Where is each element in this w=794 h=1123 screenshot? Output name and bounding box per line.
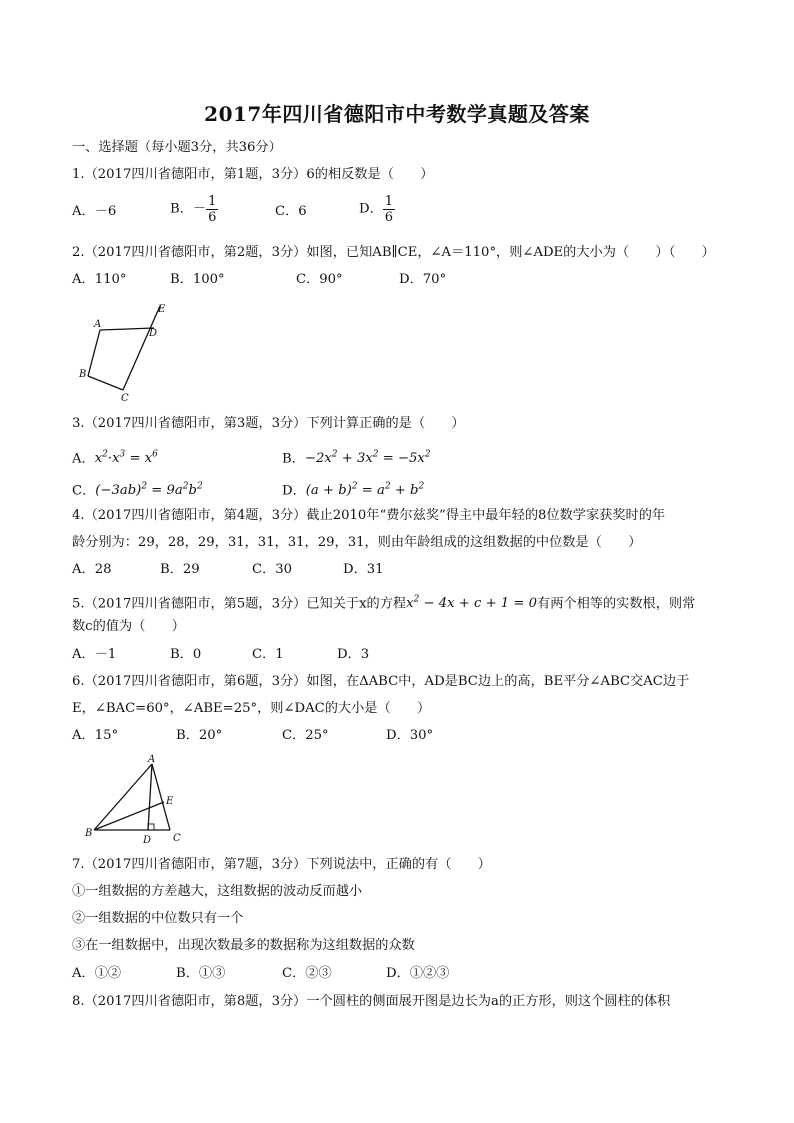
q2-label-e: E [158,304,166,315]
q5-option-a: A．－1 [72,647,117,662]
question-6-line-2: E，∠BAC=60°，∠ABE=25°，则∠DAC的大小是（ ） [72,701,431,716]
q3-option-a [72,446,158,468]
q7-option-b: B．①③ [176,966,226,981]
q5-line-1-pre: 5.（2017四川省德阳市，第5题，3分）已知关于x的方程 [72,596,407,612]
q3-option-b-prefix: B． [282,451,305,467]
page-title: 2017年四川省德阳市中考数学真题及答案 [204,102,590,126]
q3-option-d [282,478,424,500]
question-7-stem: 7.（2017四川省德阳市，第7题，3分）下列说法中，正确的有（ ） [72,857,491,872]
q7-statement-1: ①一组数据的方差越大，这组数据的波动反而越小 [72,884,363,899]
q1-option-d-prefix: D． [359,201,383,217]
question-1-stem: 1.（2017四川省德阳市，第1题，3分）6的相反数是（ ） [72,167,434,182]
question-5-line-1 [72,591,695,613]
q6-label-e: E [166,796,174,807]
q1-option-b-fraction [206,194,218,225]
q5-option-c: C．1 [252,647,284,662]
q1-option-d [359,194,395,225]
q6-option-b: B．20° [176,728,223,743]
q5-line-1-post: 有两个相等的实数根，则常 [537,596,696,612]
q6-option-d: D．30° [386,728,434,743]
q3-option-c-prefix: C． [72,483,96,499]
q3-option-d-formula: $(a + b)^2 = a^2 + b^2$ [305,482,425,499]
q3-option-a-prefix: A． [72,451,95,467]
q1-b-numerator: 1 [208,194,217,209]
q7-option-d: D．①②③ [386,966,450,981]
q7-statement-2: ②一组数据的中位数只有一个 [72,911,244,926]
q7-option-c: C．②③ [282,966,332,981]
question-5-line-2: 数c的值为（ ） [72,619,185,634]
q2-label-d: D [149,328,158,339]
q6-option-c: C．25° [282,728,329,743]
q6-label-d: D [143,835,152,846]
question-2-stem: 2.（2017四川省德阳市，第2题，3分）如图，已知AB∥CE，∠A＝110°，则∠ADE的大小为（ ）（ ） [72,245,715,260]
q1-b-denominator: 6 [208,210,217,225]
q5-option-b: B．0 [170,647,202,662]
question-8-stem: 8.（2017四川省德阳市，第8题，3分）一个圆柱的侧面展开图是边长为a的正方形，则这个圆柱的体积 [72,994,671,1009]
q3-option-d-prefix: D． [282,483,306,499]
section-heading: 一、选择题（每小题3分，共36分） [72,140,282,155]
q2-option-a: A．110° [72,272,127,287]
q7-option-a: A．①② [72,966,122,981]
q6-label-a: A [148,754,156,765]
q2-label-b: B [79,369,87,380]
q5-option-d: D．3 [337,647,370,662]
q2-label-a: A [94,319,102,330]
q4-option-d: D．31 [343,562,384,577]
q6-label-c: C [173,833,181,844]
q5-equation: $x^2 - 4x + c + 1 = 0$ [406,595,538,612]
q1-option-d-fraction [383,194,395,225]
q2-option-c: C．90° [296,272,343,287]
q4-option-c: C．30 [252,562,293,577]
q1-option-b [170,194,218,225]
q3-option-b [282,446,431,468]
q2-figure-quadrilateral [72,296,182,408]
q4-option-a: A．28 [72,562,112,577]
q3-option-c [72,478,203,500]
q3-option-c-formula: $(-3ab)^2 = 9a^2b^2$ [95,482,203,499]
q6-figure-triangle [82,752,192,848]
q7-statement-3: ③在一组数据中，出现次数最多的数据称为这组数据的众数 [72,938,415,953]
q3-option-b-formula: $-2x^2 + 3x^2 = -5x^2$ [304,450,431,467]
question-3-stem: 3.（2017四川省德阳市，第3题，3分）下列计算正确的是（ ） [72,416,465,431]
q1-d-denominator: 6 [384,210,394,225]
q2-option-d: D．70° [399,272,447,287]
question-4-line-1: 4.（2017四川省德阳市，第4题，3分）截止2010年“费尔兹奖”得主中最年轻的8位数学家获奖时的年 [72,508,666,523]
q2-label-c: C [121,393,129,404]
q2-option-b: B．100° [170,272,225,287]
q1-d-numerator: 1 [384,194,394,209]
q1-option-a: A．－6 [72,204,117,219]
q4-option-b: B．29 [160,562,200,577]
q6-label-b: B [85,828,93,839]
question-6-line-1: 6.（2017四川省德阳市，第6题，3分）如图，在ΔABC中，AD是BC边上的高，BE平分∠ABC交AC边于 [72,674,690,689]
q6-option-a: A．15° [72,728,119,743]
q1-option-b-prefix: B．－ [170,201,207,217]
question-4-line-2: 龄分别为：29，28，29，31，31，31，29，31，则由年龄组成的这组数据的中位数是（ ） [72,535,642,550]
q3-option-a-formula: $x^2\cdot x^3 = x^6$ [94,450,158,467]
q1-option-c: C．6 [275,204,307,219]
